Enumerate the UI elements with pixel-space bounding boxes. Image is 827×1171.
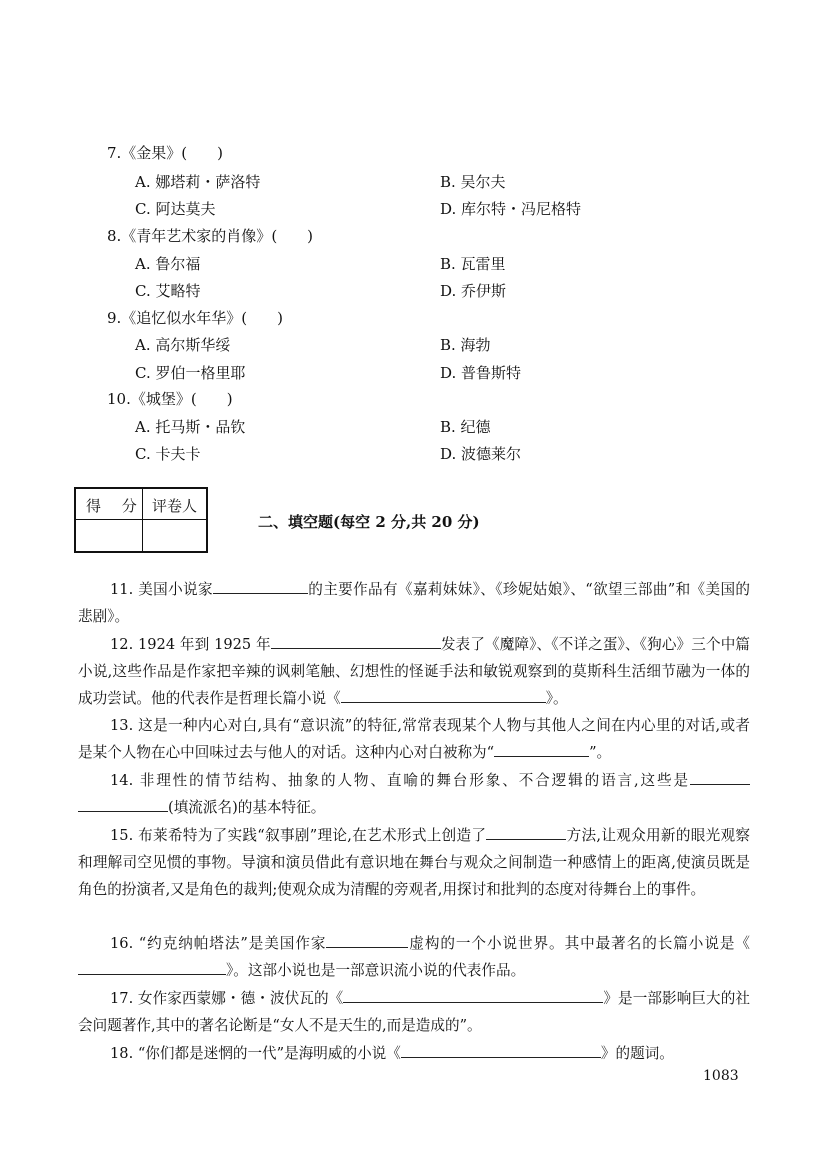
- answer-blank: [486, 825, 566, 840]
- page-number: 1083: [703, 1068, 739, 1084]
- question-9-option-a: A. 高尔斯华绥: [135, 336, 231, 354]
- question-16: 16. “约克纳帕塔法”是美国作家 虚构的一个小说世界。其中最著名的长篇小说是《》。这部小说也是一部意识流小说的代表作品。: [78, 930, 750, 984]
- question-13: 13. 这是一种内心对白,具有“意识流”的特征,常常表现某个人物与其他人之间在内心里的对话,或者是某个人物在心中回味过去与他人的对话。这种内心对白被称为“ ”。: [78, 717, 750, 761]
- question-7-option-d: D. 库尔特・冯尼格特: [440, 200, 582, 218]
- question-10-option-b: B. 纪德: [440, 418, 491, 436]
- answer-blank: [690, 770, 750, 785]
- answer-blank: [213, 579, 308, 594]
- question-9-option-b: B. 海勃: [440, 336, 491, 354]
- answer-blank: [341, 688, 546, 703]
- question-7-option-b: B. 吴尔夫: [440, 173, 506, 191]
- question-9-option-d: D. 普鲁斯特: [440, 364, 522, 382]
- answer-blank: [401, 1043, 601, 1058]
- question-8-option-a: A. 鲁尔福: [135, 255, 201, 273]
- question-10-option-c: C. 卡夫卡: [135, 445, 201, 463]
- question-12: 12. 1924 年到 1925 年 发表了《魔障》、《不详之蛋》、《狗心》三个中篇小说,这些作品是作家把辛辣的讽刺笔触、幻想性的怪诞手法和敏锐观察到的莫斯科生活细节融为一体的成功尝试。他的代表作是哲理长篇小说《 》。: [78, 636, 751, 707]
- question-10-option-a: A. 托马斯・品钦: [135, 418, 246, 436]
- answer-blank: [78, 797, 168, 812]
- section-title: 二、填空题(每空 2 分,共 20 分): [258, 513, 480, 531]
- question-11: 11. 美国小说家 的主要作品有《嘉莉妹妹》、《珍妮姑娘》、“欲望三部曲”和《美国的悲剧》。: [78, 581, 750, 625]
- score-table: [74, 487, 208, 553]
- table-divider: [76, 519, 206, 520]
- question-17: 17. 女作家西蒙娜・德・波伏瓦的《 》是一部影响巨大的社会问题著作,其中的著名论断是“女人不是天生的,而是造成的”。: [78, 990, 750, 1034]
- answer-blank: [343, 988, 603, 1003]
- question-8-option-d: D. 乔伊斯: [440, 282, 507, 300]
- answer-blank: [326, 933, 408, 948]
- question-8-option-c: C. 艾略特: [135, 282, 201, 300]
- question-10-option-d: D. 波德莱尔: [440, 445, 522, 463]
- question-18: 18. “你们都是迷惘的一代”是海明威的小说《 》的题词。: [110, 1045, 674, 1062]
- question-7-option-a: A. 娜塔莉・萨洛特: [135, 173, 261, 191]
- score-header: 得 分: [86, 497, 145, 515]
- question-14: 14. 非理性的情节结构、抽象的人物、直喻的舞台形象、不合逻辑的语言,这些是(填流派名)的基本特征。: [78, 767, 750, 821]
- question-7-option-c: C. 阿达莫夫: [135, 200, 216, 218]
- question-9-option-c: C. 罗伯一格里耶: [135, 364, 246, 382]
- answer-blank: [78, 960, 226, 975]
- question-8-option-b: B. 瓦雷里: [440, 255, 506, 273]
- question-7-stem: 7.《金果》( ): [107, 144, 224, 162]
- grader-header: 评卷人: [152, 497, 198, 515]
- answer-blank: [494, 742, 589, 757]
- question-8-stem: 8.《青年艺术家的肖像》( ): [107, 227, 314, 245]
- question-15: 15. 布莱希特为了实践“叙事剧”理论,在艺术形式上创造了 方法,让观众用新的眼光观察和理解司空见惯的事物。导演和演员借此有意识地在舞台与观众之间制造一种感情上的距离,使演员既是角色的扮演者,又是角色的裁判;使观众成为清醒的旁观者,用探讨和批判的态度对待舞台上的事件。: [78, 827, 750, 898]
- question-10-stem: 10.《城堡》( ): [107, 390, 233, 408]
- answer-blank: [271, 634, 441, 649]
- question-9-stem: 9.《追忆似水年华》( ): [107, 309, 284, 327]
